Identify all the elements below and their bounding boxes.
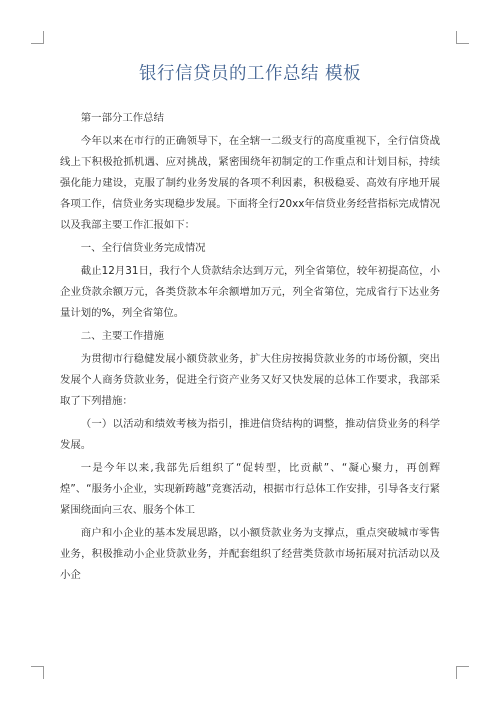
crop-mark-bottom-right xyxy=(456,666,469,679)
paragraph: （一）以活动和绩效考核为指引，推进信贷结构的调整，推动信贷业务的科学发展。 xyxy=(60,418,440,451)
document-title: 银行信贷员的工作总结 模板 xyxy=(138,64,362,84)
paragraph: 为贯彻市行稳健发展小额贷款业务，扩大住房按揭贷款业务的市场份额，突出发展个人商务贷款业务，促进全行资产业务又好又快发展的总体工作要求，我部采取了下列措施： xyxy=(60,353,440,407)
crop-mark-top-right xyxy=(456,31,469,44)
paragraph: 今年以来在市行的正确领导下，在全辖一二级支行的高度重视下，全行信贷战线上下积极抢抓机遇、应对挑战，紧密围绕年初制定的工作重点和计划目标，持续强化能力建设，克服了制约业务发展的各项不利因素，积极稳妥、高效有序地开展各项工作，信贷业务实现稳步发展。下面将全行20xx年信贷业务经营指标完成情况以及我部主要工作汇报如下： xyxy=(60,135,440,231)
document-body xyxy=(60,108,440,586)
paragraph: 截止12月31日，我行个人贷款结余达到万元，列全省第位，较年初提高位，小企业贷款余额万元，各类贷款本年余额增加万元，列全省第位，完成省行下达业务量计划的%，列全省第位。 xyxy=(60,265,440,319)
section-heading: 二、主要工作措施 xyxy=(80,330,164,342)
section-heading: 第一部分工作总结 xyxy=(80,112,164,124)
section-heading: 一、全行信贷业务完成情况 xyxy=(80,242,206,254)
paragraph: 一是今年以来,我部先后组织了“促转型，比贡献”、“凝心聚力，再创辉煌”、“服务小企业，实现新跨越”竞赛活动，根据市行总体工作安排，引导各支行紧紧围绕面向三农、服务个体工 xyxy=(60,462,440,516)
crop-mark-top-left xyxy=(31,31,44,44)
crop-mark-bottom-left xyxy=(31,666,44,679)
paragraph: 商户和小企业的基本发展思路，以小额贷款业务为支撑点，重点突破城市零售业务，积极推动小企业贷款业务，并配套组织了经营类贷款市场拓展对抗活动以及小企 xyxy=(60,527,440,581)
